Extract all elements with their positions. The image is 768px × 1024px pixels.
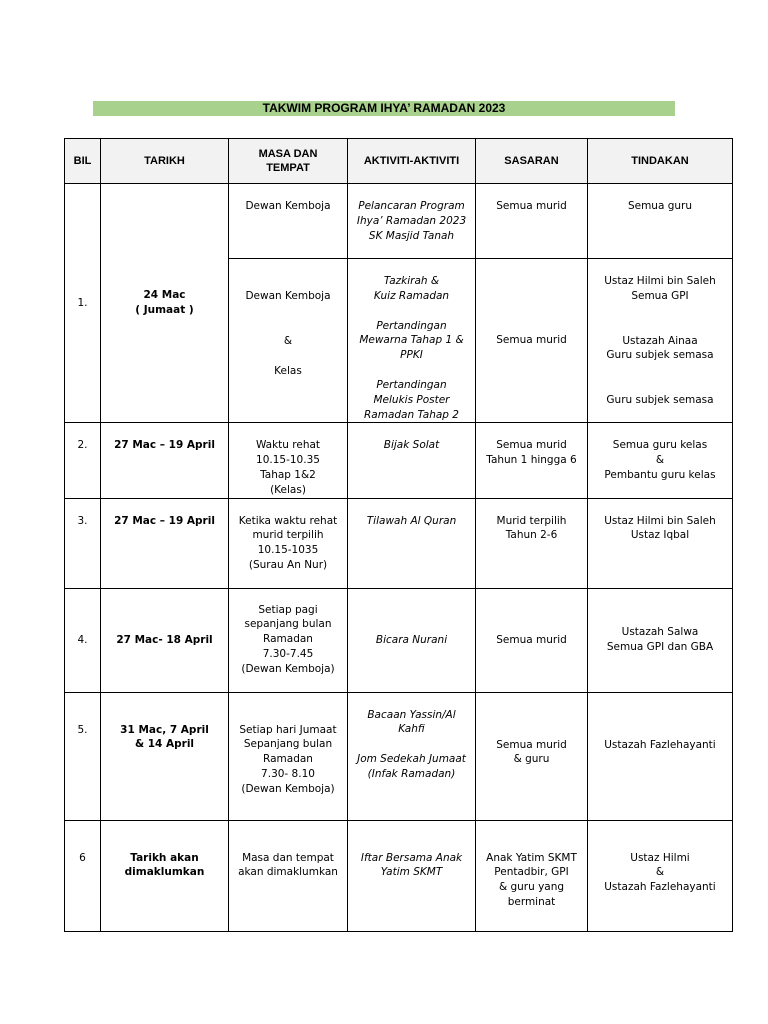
program-schedule-table bbox=[64, 138, 733, 932]
row3-masa bbox=[229, 498, 348, 588]
row6-masa bbox=[229, 820, 348, 931]
row6-tindakan-line3: Ustazah Fazlehayanti bbox=[604, 881, 716, 894]
row6-aktiviti-line2: Yatim SKMT bbox=[380, 866, 443, 879]
header-tarikh: TARIKH bbox=[101, 139, 229, 184]
row2-tarikh: 27 Mac – 19 April bbox=[101, 423, 229, 498]
row1-bil: 1. bbox=[65, 184, 101, 423]
row6-bil: 6 bbox=[65, 820, 101, 931]
row3-bil: 3. bbox=[65, 498, 101, 588]
row5-tarikh-line1: 31 Mac, 7 April bbox=[120, 723, 209, 736]
row2-bil: 2. bbox=[65, 423, 101, 498]
row5-masa-line3: Ramadan bbox=[263, 753, 313, 766]
row5-tindakan: Ustazah Fazlehayanti bbox=[588, 692, 733, 820]
row3-sasaran-line1: Murid terpilih bbox=[496, 514, 567, 527]
document-title: TAKWIM PROGRAM IHYA’ RAMADAN 2023 bbox=[93, 101, 675, 116]
table-row bbox=[65, 498, 733, 588]
row5-aktiviti bbox=[348, 692, 476, 820]
row5-masa-line2: Sepanjang bulan bbox=[243, 738, 333, 751]
row1a-aktiviti-line2: Ihya’ Ramadan 2023 bbox=[356, 214, 467, 227]
row1b-tindakan-b1: Ustazah Ainaa bbox=[622, 334, 698, 347]
row1b-masa-line2: & bbox=[283, 334, 293, 347]
row1b-aktiviti-a2: Kuiz Ramadan bbox=[373, 289, 450, 302]
row3-tindakan bbox=[588, 498, 733, 588]
row1b-tindakan bbox=[588, 259, 733, 423]
row6-tarikh bbox=[101, 820, 229, 931]
row2-masa-line3: Tahap 1&2 bbox=[260, 468, 316, 481]
row1-tarikh-line2: ( Jumaat ) bbox=[135, 304, 194, 317]
row6-sasaran-line2: Pentadbir, GPI bbox=[494, 866, 569, 879]
row6-sasaran-line1: Anak Yatim SKMT bbox=[486, 851, 577, 864]
row1-tarikh-line1: 24 Mac bbox=[143, 289, 186, 302]
row5-aktiviti-b1: Jom Sedekah Jumaat bbox=[357, 753, 466, 766]
row2-aktiviti: Bijak Solat bbox=[348, 423, 476, 498]
table-row bbox=[65, 588, 733, 692]
row1a-masa: Dewan Kemboja bbox=[229, 184, 348, 259]
row3-sasaran bbox=[476, 498, 588, 588]
row1a-aktiviti-line3: SK Masjid Tanah bbox=[368, 229, 455, 242]
row2-masa-line1: Waktu rehat bbox=[255, 439, 321, 452]
row1-tarikh bbox=[101, 184, 229, 423]
header-masa-dan-tempat bbox=[229, 139, 348, 184]
row5-tarikh-line2: & 14 April bbox=[134, 738, 195, 751]
row3-masa-line4: (Surau An Nur) bbox=[248, 558, 328, 571]
row4-masa-line2: sepanjang bulan bbox=[244, 618, 332, 631]
row1b-tindakan-c1: Guru subjek semasa bbox=[606, 394, 714, 407]
row6-tindakan bbox=[588, 820, 733, 931]
header-masa-line1: MASA DAN bbox=[258, 148, 318, 160]
row4-sasaran: Semua murid bbox=[476, 588, 588, 692]
row1b-tindakan-b2: Guru subjek semasa bbox=[606, 349, 714, 362]
row1a-aktiviti bbox=[348, 184, 476, 259]
row2-tindakan bbox=[588, 423, 733, 498]
row1b-sasaran: Semua murid bbox=[476, 259, 588, 423]
row6-tindakan-line2: & bbox=[655, 866, 665, 879]
row3-tindakan-line1: Ustaz Hilmi bin Saleh bbox=[604, 514, 716, 527]
row2-tindakan-line3: Pembantu guru kelas bbox=[604, 468, 716, 481]
row1a-tindakan: Semua guru bbox=[588, 184, 733, 259]
row2-sasaran-line1: Semua murid bbox=[496, 439, 567, 452]
row3-aktiviti: Tilawah Al Quran bbox=[348, 498, 476, 588]
row1b-masa-line3: Kelas bbox=[274, 364, 302, 377]
row1b-masa bbox=[229, 259, 348, 423]
row1b-tindakan-a2: Semua GPI bbox=[631, 289, 689, 302]
row4-masa bbox=[229, 588, 348, 692]
row1b-aktiviti-b3: PPKI bbox=[400, 349, 423, 362]
row4-tindakan-line2: Semua GPI dan GBA bbox=[606, 641, 714, 654]
row3-tarikh: 27 Mac – 19 April bbox=[101, 498, 229, 588]
table-row bbox=[65, 820, 733, 931]
row1b-aktiviti bbox=[348, 259, 476, 423]
row5-sasaran bbox=[476, 692, 588, 820]
row1b-aktiviti-a1: Tazkirah & bbox=[383, 275, 440, 287]
table-row bbox=[65, 692, 733, 820]
row6-masa-line1: Masa dan tempat bbox=[242, 851, 334, 864]
row5-sasaran-line1: Semua murid bbox=[496, 738, 567, 751]
row5-masa-line5: (Dewan Kemboja) bbox=[241, 782, 335, 795]
row2-sasaran bbox=[476, 423, 588, 498]
row6-sasaran bbox=[476, 820, 588, 931]
row6-sasaran-line4: berminat bbox=[507, 895, 556, 908]
row1b-tindakan-a1: Ustaz Hilmi bin Saleh bbox=[604, 275, 716, 287]
row6-tarikh-line2: dimaklumkan bbox=[124, 866, 205, 879]
row6-aktiviti-line1: Iftar Bersama Anak bbox=[360, 851, 463, 864]
header-sasaran: SASARAN bbox=[476, 139, 588, 184]
header-masa-line2: TEMPAT bbox=[266, 162, 310, 174]
row3-masa-line3: 10.15-1035 bbox=[257, 544, 319, 557]
row4-masa-line4: 7.30-7.45 bbox=[262, 647, 314, 660]
row6-tarikh-line1: Tarikh akan bbox=[130, 851, 199, 864]
row5-bil: 5. bbox=[65, 692, 101, 820]
row3-tindakan-line2: Ustaz Iqbal bbox=[630, 529, 690, 542]
row2-masa bbox=[229, 423, 348, 498]
row3-masa-line1: Ketika waktu rehat bbox=[238, 514, 338, 527]
row4-masa-line5: (Dewan Kemboja) bbox=[241, 662, 335, 675]
table-row bbox=[65, 184, 733, 259]
row1b-aktiviti-c2: Melukis Poster bbox=[373, 393, 450, 406]
row1b-aktiviti-c1: Pertandingan bbox=[376, 378, 447, 391]
row1b-aktiviti-b2: Mewarna Tahap 1 & bbox=[359, 334, 464, 347]
header-aktiviti: AKTIVITI-AKTIVITI bbox=[348, 139, 476, 184]
row1a-aktiviti-line1: Pelancaran Program bbox=[358, 200, 465, 212]
header-bil: BIL bbox=[65, 139, 101, 184]
row3-masa-line2: murid terpilih bbox=[252, 529, 324, 542]
row5-tarikh bbox=[101, 692, 229, 820]
row5-masa bbox=[229, 692, 348, 820]
row2-tindakan-line2: & bbox=[655, 454, 665, 467]
row4-tindakan bbox=[588, 588, 733, 692]
row6-sasaran-line3: & guru yang bbox=[498, 881, 565, 894]
row4-tindakan-line1: Ustazah Salwa bbox=[621, 626, 699, 639]
row1b-masa-line1: Dewan Kemboja bbox=[245, 290, 331, 302]
row6-aktiviti bbox=[348, 820, 476, 931]
row3-sasaran-line2: Tahun 2-6 bbox=[505, 529, 558, 542]
row1b-aktiviti-c3: Ramadan Tahap 2 bbox=[363, 408, 459, 421]
row5-sasaran-line2: & guru bbox=[513, 753, 550, 766]
row6-masa-line2: akan dimaklumkan bbox=[238, 866, 338, 879]
row4-aktiviti: Bicara Nurani bbox=[348, 588, 476, 692]
row2-masa-line2: 10.15-10.35 bbox=[256, 454, 320, 467]
row1b-aktiviti-b1: Pertandingan bbox=[376, 319, 447, 332]
row5-aktiviti-a2: Kahfi bbox=[398, 723, 425, 736]
row2-masa-line4: (Kelas) bbox=[270, 483, 306, 496]
table-header-row bbox=[65, 139, 733, 184]
row1a-sasaran: Semua murid bbox=[476, 184, 588, 259]
row4-masa-line1: Setiap pagi bbox=[258, 603, 318, 616]
row5-masa-line4: 7.30- 8.10 bbox=[261, 767, 315, 780]
row4-masa-line3: Ramadan bbox=[263, 633, 313, 646]
header-tindakan: TINDAKAN bbox=[588, 139, 733, 184]
row2-sasaran-line2: Tahun 1 hingga 6 bbox=[486, 454, 577, 467]
row5-aktiviti-a1: Bacaan Yassin/Al bbox=[367, 708, 456, 721]
row2-tindakan-line1: Semua guru kelas bbox=[612, 439, 708, 452]
row5-aktiviti-b2: (Infak Ramadan) bbox=[367, 767, 456, 780]
row5-masa-line1: Setiap hari Jumaat bbox=[239, 723, 337, 736]
table-row bbox=[65, 423, 733, 498]
row6-tindakan-line1: Ustaz Hilmi bbox=[630, 851, 690, 864]
row4-bil: 4. bbox=[65, 588, 101, 692]
row4-tarikh: 27 Mac- 18 April bbox=[101, 588, 229, 692]
